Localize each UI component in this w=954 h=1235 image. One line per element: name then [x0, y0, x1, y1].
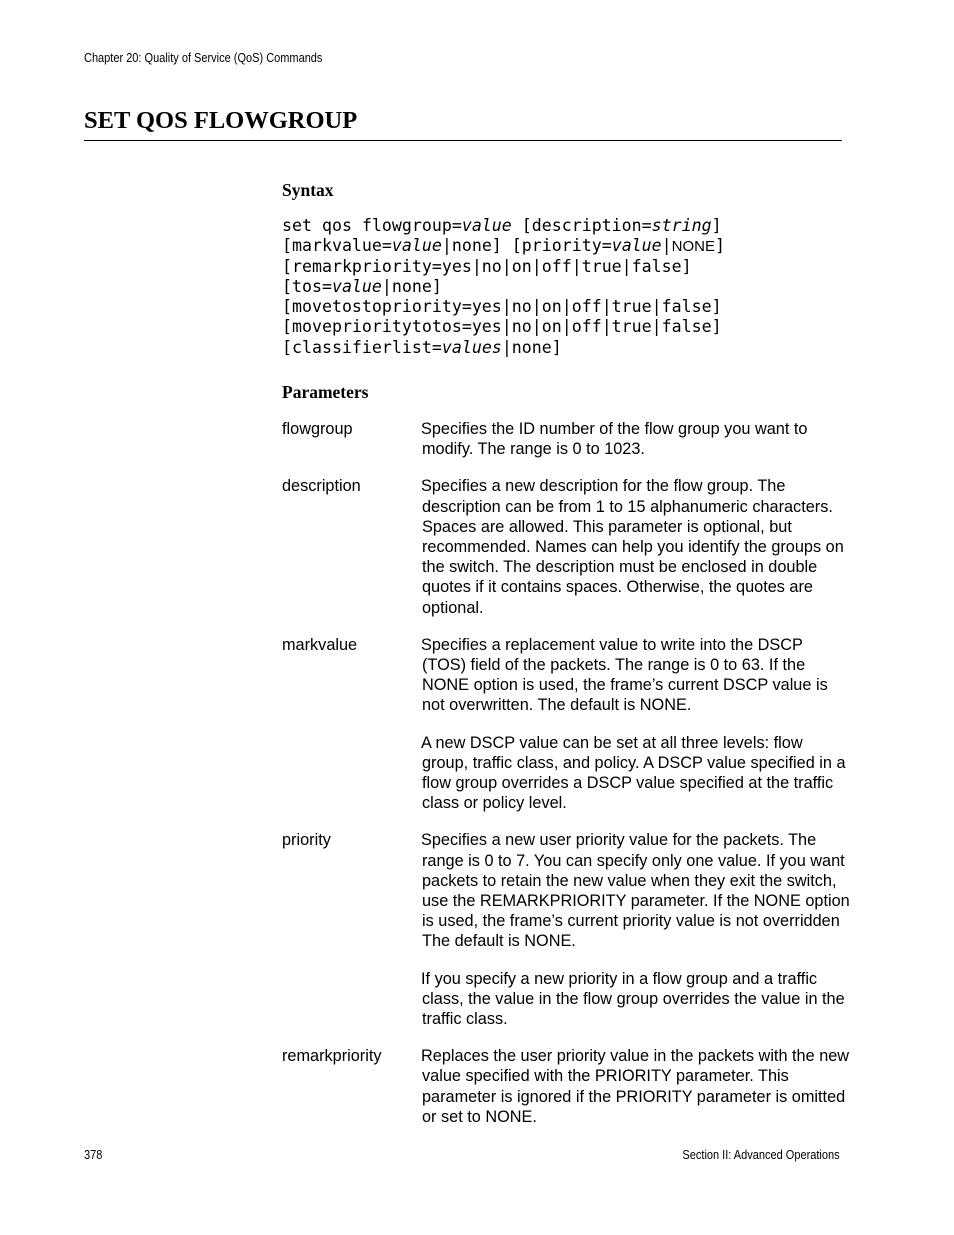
syntax-text: [description=	[511, 216, 652, 235]
syntax-line	[282, 216, 725, 236]
syntax-placeholder: values	[441, 337, 502, 357]
description-paragraph: If you specify a new priority in a flow group and a traffic class, the value in the flow group overrides the value in the traffic class.	[421, 969, 845, 1029]
parameter-description	[421, 419, 851, 459]
parameter-markvalue	[282, 635, 852, 814]
parameter-description	[421, 1046, 851, 1127]
syntax-placeholder: value	[331, 276, 382, 296]
syntax-text: |none] [priority=	[441, 236, 612, 256]
description-paragraph: Replaces the user priority value in the packets with the new value specified with the PRIORITY parameter. This parameter is ignored if the PRIORITY parameter is omitted or set to NONE.	[421, 1047, 850, 1126]
syntax-text: [classifierlist=	[282, 337, 442, 357]
syntax-heading: Syntax	[282, 180, 334, 200]
description-paragraph: A new DSCP value can be set at all three levels: flow group, traffic class, and policy. A DSCP value specified in a flow group overrides a DSCP value specified at the traffic class or policy level.	[421, 733, 846, 813]
syntax-text: |none]	[381, 276, 442, 296]
syntax-text: [remarkpriority=yes|no|on|off|true|false]	[282, 256, 692, 276]
syntax-placeholder: value	[611, 236, 662, 256]
syntax-placeholder: string	[651, 216, 712, 235]
parameter-remarkpriority	[282, 1046, 852, 1127]
parameter-description	[421, 635, 851, 814]
parameter-description	[421, 476, 851, 617]
syntax-placeholder: value	[461, 216, 512, 235]
page-number: 378	[84, 1148, 103, 1162]
syntax-line	[282, 317, 725, 337]
syntax-line	[282, 297, 725, 317]
syntax-text: [moveprioritytotos=yes|no|on|off|true|false]	[282, 317, 722, 337]
parameter-name: markvalue	[282, 635, 358, 654]
parameter-list	[282, 419, 852, 1144]
description-paragraph: Specifies a new description for the flow group. The description can be from 1 to 15 alphanumeric characters. Spaces are allowed. This parameter is optional, but recommended. Names can help you identify the groups on the switch. The description must be enclosed in double quotes if it contains spaces. Otherwise, the quotes are optional.	[421, 477, 844, 617]
description-paragraph: Specifies the ID number of the flow group you want to modify. The range is 0 to 1023.	[421, 420, 808, 459]
parameter-name: description	[282, 477, 361, 496]
page-title: SET QOS FLOWGROUP	[84, 107, 358, 134]
syntax-text: ]	[711, 216, 722, 235]
description-paragraph: Specifies a replacement value to write into the DSCP (TOS) field of the packets. The range is 0 to 63. If the NONE option is used, the frame’s current DSCP value is not overwritten. The default is NONE.	[421, 635, 828, 715]
syntax-placeholder: value	[391, 236, 442, 256]
parameter-priority	[282, 830, 852, 1029]
syntax-text: [tos=	[282, 276, 332, 296]
parameter-name: flowgroup	[282, 420, 353, 438]
running-header: Chapter 20: Quality of Service (QoS) Commands	[84, 51, 323, 65]
syntax-text: |none]	[501, 337, 562, 357]
title-rule	[84, 140, 842, 141]
parameter-name: priority	[282, 831, 331, 850]
parameter-description	[421, 830, 851, 1029]
parameters-heading: Parameters	[282, 382, 369, 402]
syntax-text: |	[661, 236, 672, 256]
syntax-line	[282, 277, 725, 297]
syntax-text: [markvalue=	[282, 236, 392, 256]
syntax-text: NONE	[671, 238, 715, 256]
syntax-text: ]	[715, 236, 725, 256]
syntax-line	[282, 338, 725, 358]
syntax-block	[282, 216, 725, 358]
footer-section: Section II: Advanced Operations	[682, 1148, 840, 1162]
syntax-text: set qos flowgroup=	[282, 216, 462, 235]
syntax-text: [movetostopriority=yes|no|on|off|true|false]	[282, 297, 722, 317]
parameter-flowgroup	[282, 419, 852, 459]
parameter-description	[282, 476, 852, 617]
syntax-line	[282, 236, 725, 256]
syntax-line	[282, 257, 725, 277]
parameter-name: remarkpriority	[282, 1047, 382, 1066]
description-paragraph: Specifies a new user priority value for the packets. The range is 0 to 7. You can specify only one value. If you want packets to retain the new value when they exit the switch, use the REMARKPRIORITY parameter. If the NONE option is used, the frame’s current priority value is not overridden The default is NONE.	[421, 831, 850, 951]
